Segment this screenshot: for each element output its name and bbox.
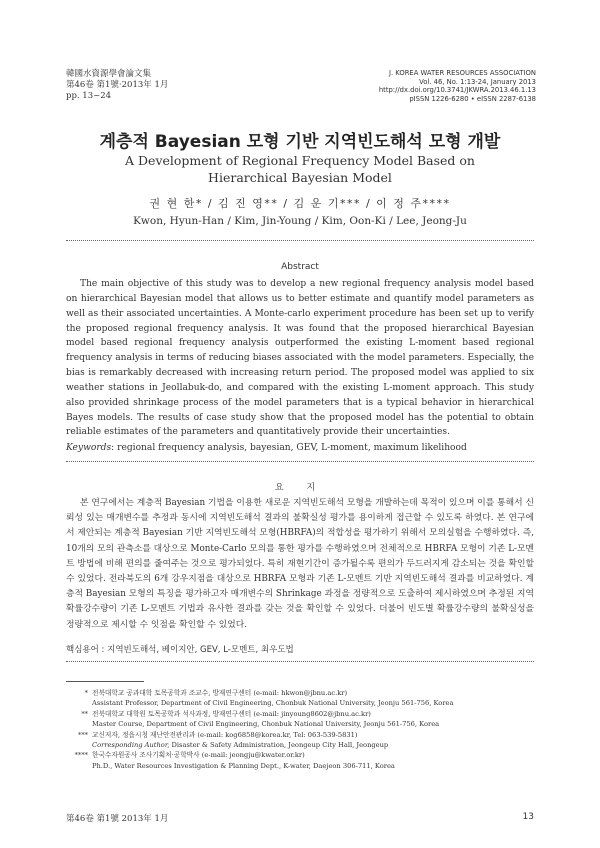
pages: pp. 13~24 (66, 91, 112, 101)
footnotes (66, 688, 534, 771)
footer-volume: 第46卷 第1號 2013年 1月 (66, 814, 169, 824)
divider-dotted (66, 661, 534, 662)
paper-title-en-line2: Hierarchical Bayesian Model (208, 170, 392, 185)
core-terms: 핵심용어 : 지역빈도해석, 베이지안, GEV, L-모멘트, 최우도법 (66, 645, 294, 655)
authors-ko: 권 현 한* / 김 진 영** / 김 운 기*** / 이 정 주**** (149, 197, 451, 210)
journal-header-ko (66, 69, 168, 102)
page-number: 13 (522, 812, 534, 822)
footnote-1-en: Assistant Professor, Department of Civil Engineering, Chonbuk National University, Jeonju 561-756, Korea (92, 699, 454, 708)
footnote-2-en: Master Course, Department of Civil Engineering, Chonbuk National University, Jeonju 561-756, Korea (92, 720, 440, 729)
yoji-heading: 요 지 (274, 483, 326, 493)
footnote-4: **** 한국수자원공사 조사기획처·공학박사 (e-mail: jeongju@kwater.or.kr) (74, 751, 305, 760)
footnote-4-en: Ph.D., Water Resources Investigation & Planning Dept., K-water, Daejeon 306-711, Korea (92, 761, 395, 770)
keywords-text: : regional frequency analysis, bayesian, GEV, L-moment, maximum likelihood (111, 443, 467, 453)
authors-en: Kwon, Hyun-Han / Kim, Jin-Young / Kim, Oon-Ki / Lee, Jeong-Ju (133, 215, 467, 227)
paper-title-en-line1: A Development of Regional Frequency Model Based on (125, 153, 475, 168)
divider-dotted (66, 461, 534, 462)
doi-link[interactable]: http://dx.doi.org/10.3741/JKWRA.2013.46.1.13 (378, 86, 536, 95)
abstract-text: The main objective of this study was to develop a new regional frequency analysis model based on hierarchical Bayesian model that allows us to better estimate and quantify model parameters as well as their associated uncertainties. A Monte-carlo experiment procedure has been set up to verify the proposed regional frequency analysis. It was found that the proposed hierarchical Bayesian model based regional frequency analysis outperformed the existing L-moment based regional frequency analysis in terms of reducing biases associated with the model parameters. Especially, the bias is remarkably decreased with increasing return period. The proposed model was applied to six weather stations in Jeollabuk-do, and compared with the existing L-moment approach. This study also provided shrinkage process of the model parameters that is a typical behavior in hierarchical Bayes models. The results of case study show that the proposed model has the potential to obtain reliable estimates of the parameters and quantitatively provide their uncertainties. (66, 279, 534, 438)
journal-header-en (379, 69, 536, 103)
volume-ko: 第46卷 第1號·2013年 1月 (66, 80, 169, 90)
abstract-heading: Abstract (281, 262, 319, 272)
issn: pISSN 1226-6280 • eISSN 2287-6138 (409, 94, 536, 103)
footnote-rule (66, 681, 144, 682)
keywords (66, 443, 534, 453)
divider-dotted (66, 240, 534, 241)
journal-name-en: J. KOREA WATER RESOURCES ASSOCIATION (388, 69, 536, 77)
volume-en: Vol. 46, No. 1:13-24, January 2013 (419, 77, 536, 86)
footnote-3: *** 교신저자, 정읍시청 재난안전관리과 (e-mail: kog6858@korea.kr, Tel: 063-539-5831) (77, 730, 358, 739)
footnote-2: ** 전북대학교 대학원 토목공학과 석사과정, 방재연구센터 (e-mail: jinyoung8602@jbnu.ac.kr) (81, 709, 371, 718)
footnote-1: * 전북대학교 공과대학 토목공학과 조교수, 방재연구센터 (e-mail: hkwon@jbnu.ac.kr) (84, 689, 348, 697)
paper-title-en (0, 152, 600, 186)
paper-title-ko: 계층적 Bayesian 모형 기반 지역빈도해석 모형 개발 (99, 132, 501, 152)
journal-name-ko: 韓國水資源學會論文集 (66, 69, 152, 79)
yoji-text: 본 연구에서는 계층적 Bayesian 기법을 이용한 새로운 지역빈도해석 모형을 개발하는데 목적이 있으며 이를 통해서 신뢰성 있는 매개변수를 추정과 동시에 지역빈도해석 결과의 불확실성 평가를 용이하게 접근할 수 있도록 하였다. 본 연구에서 제안되는 계층적 Bayesian 기반 지역빈도해석 모형(HBRFA)의 적합성을 평가하기 위해서 모의실험을 수행하였다. 즉, 10개의 모의 관측소를 대상으로 Monte-Carlo 모의를 통한 평가를 수행하였으며 전체적으로 HBRFA 모형이 기존 L-모멘트 방법에 비해 편의를 줄여주는 것으로 평가되었다. 특히 재현기간이 증가될수록 편의가 두드러지게 감소되는 것을 확인할 수 있었다. 전라북도의 6개 강우지점을 대상으로 HBRFA 모형과 기존 L-모멘트 기반 지역빈도해석 결과를 비교하였다. 계층적 Bayesian 모형의 특징을 평가하고자 매개변수의 Shrinkage 과정을 정량적으로 도출하여 제시하였으며 추정된 지역확률강수량이 기존 L-모멘트 기법과 유사한 결과를 갖는 것을 확인할 수 있었다. 더불어 빈도별 확률강수량의 불확실성을 정량적으로 제시할 수 잇점을 확인할 수 있었다. (66, 498, 534, 630)
footnote-3-en: Corresponding Author, Disaster & Safety Administration, Jeongeup City Hall, Jeongeup (92, 741, 389, 750)
keywords-label: Keywords (66, 443, 112, 453)
